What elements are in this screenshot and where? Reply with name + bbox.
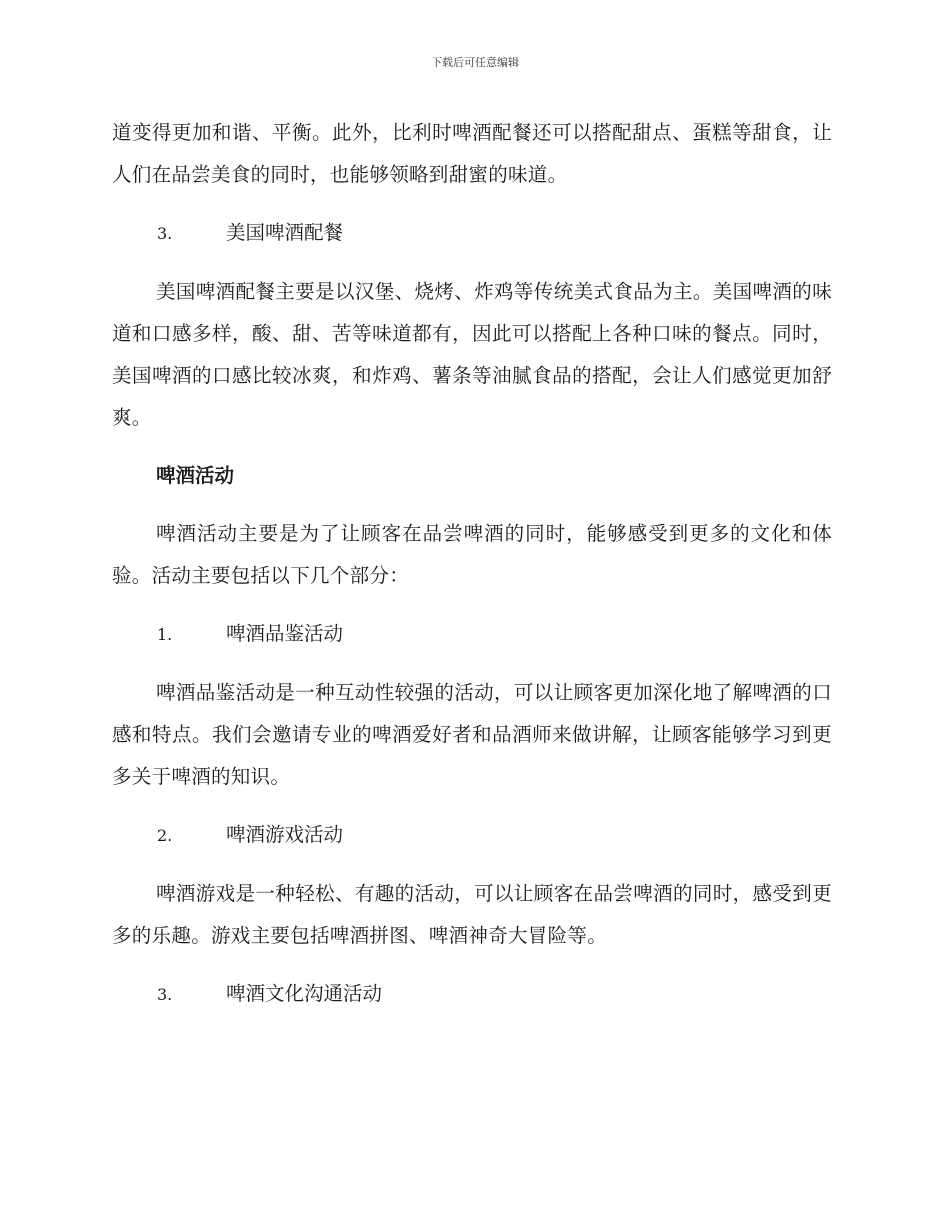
list-heading-american-pairing bbox=[112, 212, 832, 255]
list-number: 3. bbox=[157, 224, 173, 243]
list-number: 2. bbox=[157, 826, 173, 845]
list-title: 啤酒文化沟通活动 bbox=[226, 982, 383, 1005]
paragraph-beer-tasting: 啤酒品鉴活动是一种互动性较强的活动，可以让顾客更加深化地了解啤酒的口感和特点。我们会邀请专业的啤酒爱好者和品酒师来做讲解，让顾客能够学习到更多关于啤酒的知识。 bbox=[112, 681, 832, 788]
page-header: 下载后可任意编辑 bbox=[431, 56, 519, 69]
list-title: 啤酒游戏活动 bbox=[226, 823, 344, 846]
list-title: 啤酒品鉴活动 bbox=[226, 622, 344, 645]
paragraph-american-pairing: 美国啤酒配餐主要是以汉堡、烧烤、炸鸡等传统美式食品为主。美国啤酒的味道和口感多样，酸、甜、苦等味道都有，因此可以搭配上各种口味的餐点。同时，美国啤酒的口感比较冰爽，和炸鸡、薯条等油腻食品的搭配，会让人们感觉更加舒爽。 bbox=[112, 280, 832, 429]
paragraph-beer-activities: 啤酒活动主要是为了让顾客在品尝啤酒的同时，能够感受到更多的文化和体验。活动主要包括以下几个部分： bbox=[112, 522, 832, 587]
list-heading-beer-tasting bbox=[112, 613, 832, 656]
list-heading-beer-culture bbox=[112, 973, 832, 1016]
document-body bbox=[112, 112, 832, 1032]
list-title: 美国啤酒配餐 bbox=[226, 221, 344, 244]
paragraph-beer-games: 啤酒游戏是一种轻松、有趣的活动，可以让顾客在品尝啤酒的同时，感受到更多的乐趣。游戏主要包括啤酒拼图、啤酒神奇大冒险等。 bbox=[112, 882, 832, 947]
list-heading-beer-games bbox=[112, 814, 832, 857]
list-number: 1. bbox=[157, 625, 173, 644]
section-heading-beer-activities: 啤酒活动 bbox=[156, 464, 235, 487]
list-number: 3. bbox=[157, 985, 173, 1004]
paragraph-belgian-continued: 道变得更加和谐、平衡。此外，比利时啤酒配餐还可以搭配甜点、蛋糕等甜食，让人们在品尝美食的同时，也能够领略到甜蜜的味道。 bbox=[112, 121, 832, 186]
